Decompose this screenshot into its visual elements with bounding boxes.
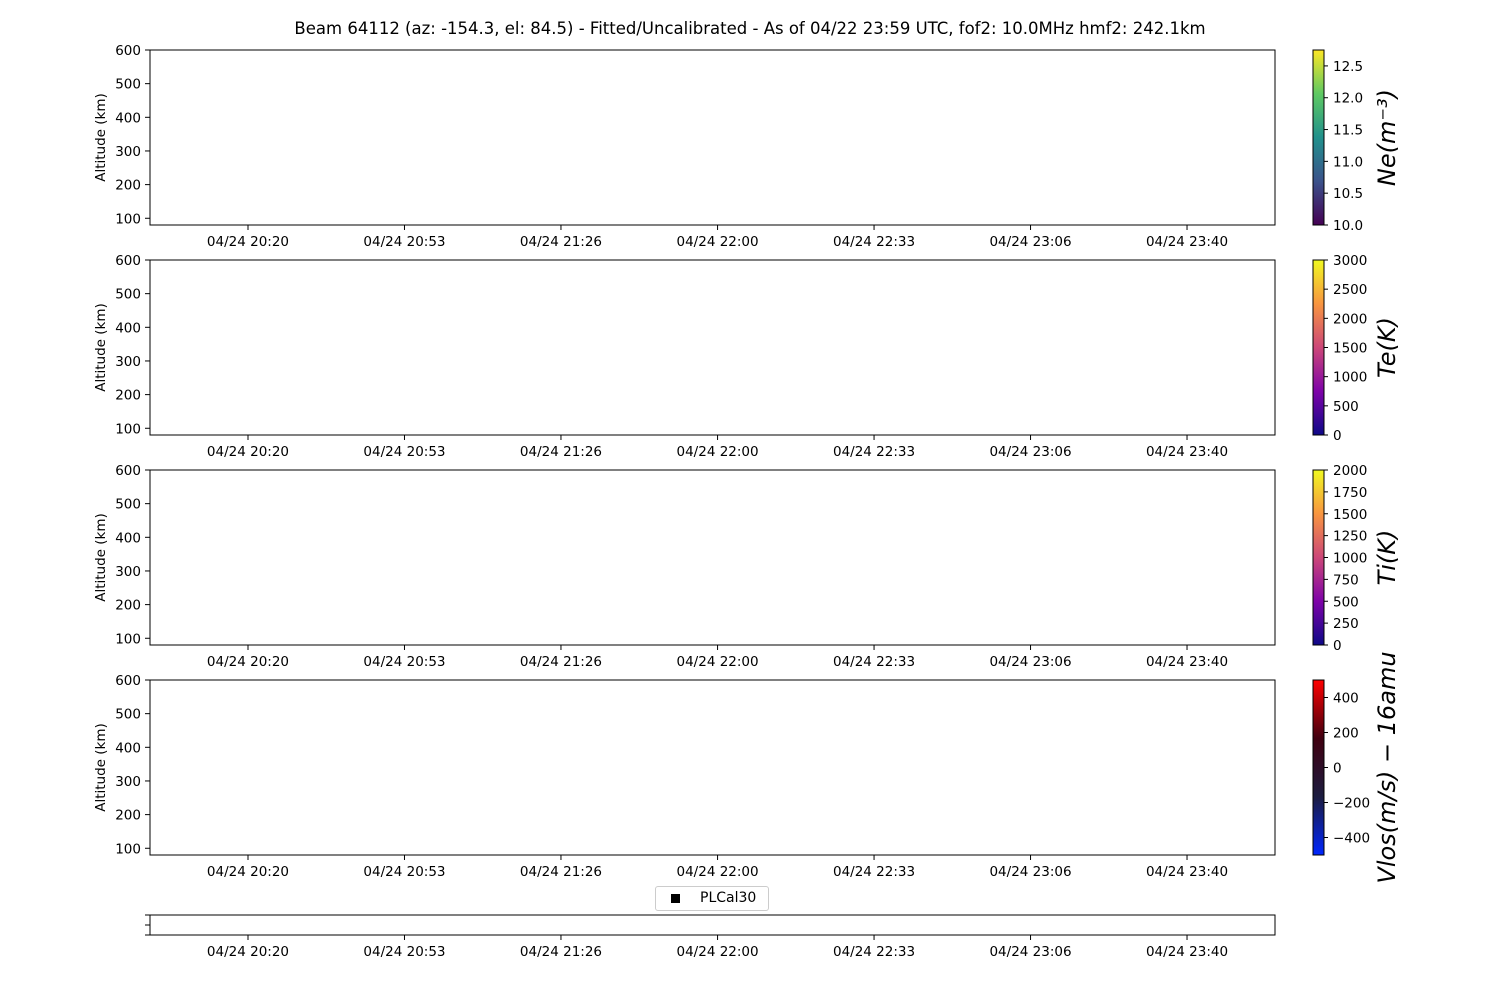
panel-2-xtick-label: 04/24 21:26 <box>519 444 603 460</box>
colorbar-tick-label: 750 <box>1333 572 1359 589</box>
colorbar-tick-label: 500 <box>1333 594 1359 611</box>
panel-1-xtick-label: 04/24 22:33 <box>832 234 916 250</box>
ytick-label: 200 <box>115 387 141 404</box>
panel-5-xtick-label: 04/24 22:00 <box>676 944 759 960</box>
colorbar <box>1313 680 1324 855</box>
ytick-label: 600 <box>115 253 141 269</box>
colorbar-tick-label: 200 <box>1333 725 1359 742</box>
ytick-label: 300 <box>115 353 141 370</box>
colorbar-tick-label: 12.0 <box>1333 90 1364 107</box>
panel-1-xtick-label: 04/24 22:00 <box>676 234 759 250</box>
panel-3-xtick-label: 04/24 21:26 <box>519 654 603 670</box>
colorbar-tick-label: 10.5 <box>1333 186 1364 203</box>
colorbar-tick-label: 0 <box>1333 428 1342 444</box>
ytick-label: 100 <box>115 841 141 858</box>
colorbar <box>1313 50 1324 225</box>
panel-4-xtick-label: 04/24 23:06 <box>989 864 1072 880</box>
panel-2-xtick-label: 04/24 23:06 <box>989 444 1072 460</box>
ytick-label: 100 <box>115 631 141 648</box>
legend <box>655 886 769 911</box>
panel-5-xtick-label: 04/24 20:20 <box>206 944 290 960</box>
colorbar <box>1313 260 1324 435</box>
ytick-label: 300 <box>115 563 141 580</box>
ytick-label: 600 <box>115 463 141 479</box>
panel-5-xtick-label: 04/24 23:40 <box>1145 944 1229 960</box>
panel-5-xtick-label: 04/24 20:53 <box>363 944 446 960</box>
colorbar-tick-label: 250 <box>1333 616 1359 633</box>
ytick-label: 500 <box>115 286 141 303</box>
panel-1-xtick-label: 04/24 20:20 <box>206 234 290 250</box>
colorbar-tick-label: 10.0 <box>1333 218 1364 234</box>
colorbar-tick-label: 1250 <box>1333 528 1368 545</box>
plot-area <box>150 260 1275 435</box>
legend-marker-square <box>671 894 680 903</box>
panel-3-xtick-label: 04/24 23:06 <box>989 654 1072 670</box>
panel-2 <box>93 253 1401 460</box>
colorbar-tick-label: 3000 <box>1333 253 1368 269</box>
legend-label: PLCal30 <box>700 890 757 906</box>
panel-2-xtick-label: 04/24 22:00 <box>676 444 759 460</box>
panel-5-xtick-label: 04/24 21:26 <box>519 944 603 960</box>
colorbar-tick-label: 1750 <box>1333 484 1368 501</box>
panel-4-xtick-label: 04/24 20:20 <box>206 864 290 880</box>
panel-3-xtick-label: 04/24 22:33 <box>832 654 916 670</box>
colorbar-tick-label: 500 <box>1333 398 1359 415</box>
colorbar-tick-label: 1500 <box>1333 506 1368 523</box>
panel-5-xtick-label: 04/24 22:33 <box>832 944 916 960</box>
panel-1-xtick-label: 04/24 23:06 <box>989 234 1072 250</box>
ytick-label: 200 <box>115 807 141 824</box>
colorbar-tick-label: 2000 <box>1333 463 1368 479</box>
figure-title: Beam 64112 (az: -154.3, el: 84.5) - Fitted/Uncalibrated - As of 04/22 23:59 UTC, fof2: 10.0MHz hmf2: 242.1km <box>294 19 1206 38</box>
ytick-label: 400 <box>115 740 141 757</box>
panel-5 <box>145 915 1275 960</box>
panel-3-xtick-label: 04/24 23:40 <box>1145 654 1229 670</box>
ytick-label: 400 <box>115 320 141 337</box>
colorbar-tick-label: 1000 <box>1333 369 1368 386</box>
plot-area <box>150 470 1275 645</box>
ytick-label: 300 <box>115 773 141 790</box>
colorbar-label: Ti(K) <box>1373 529 1401 586</box>
panel-3-xtick-label: 04/24 20:53 <box>363 654 446 670</box>
colorbar-label: Vlos(m/s) − 16amu <box>1373 651 1401 884</box>
colorbar <box>1313 470 1324 645</box>
panel-2-xtick-label: 04/24 23:40 <box>1145 444 1229 460</box>
colorbar-tick-label: −400 <box>1333 830 1371 847</box>
plot-area <box>150 680 1275 855</box>
panel-2-xtick-label: 04/24 20:53 <box>363 444 446 460</box>
panel-4-xtick-label: 04/24 20:53 <box>363 864 446 880</box>
panel-4 <box>93 651 1401 883</box>
panel-5-xtick-label: 04/24 23:06 <box>989 944 1072 960</box>
colorbar-tick-label: 12.5 <box>1333 58 1364 75</box>
y-axis-label: Altitude (km) <box>93 513 109 602</box>
plot-area <box>150 50 1275 225</box>
ytick-label: 100 <box>115 421 141 438</box>
ytick-label: 100 <box>115 211 141 228</box>
ytick-label: 300 <box>115 143 141 160</box>
panel-4-xtick-label: 04/24 23:40 <box>1145 864 1229 880</box>
ytick-label: 600 <box>115 673 141 689</box>
colorbar-tick-label: 400 <box>1333 690 1359 707</box>
panel-4-xtick-label: 04/24 22:33 <box>832 864 916 880</box>
panel-2-xtick-label: 04/24 22:33 <box>832 444 916 460</box>
colorbar-tick-label: 1000 <box>1333 550 1368 567</box>
ytick-label: 500 <box>115 76 141 93</box>
panel-1-xtick-label: 04/24 23:40 <box>1145 234 1229 250</box>
panel-4-xtick-label: 04/24 22:00 <box>676 864 759 880</box>
panel-4-xtick-label: 04/24 21:26 <box>519 864 603 880</box>
panel-3-xtick-label: 04/24 22:00 <box>676 654 759 670</box>
colorbar-label: Ne(m⁻³) <box>1373 88 1401 187</box>
panel-1-xtick-label: 04/24 21:26 <box>519 234 603 250</box>
ytick-label: 500 <box>115 496 141 513</box>
colorbar-tick-label: 1500 <box>1333 340 1368 357</box>
plot-area <box>150 915 1275 935</box>
ytick-label: 600 <box>115 43 141 59</box>
panel-1 <box>93 43 1401 250</box>
ytick-label: 400 <box>115 110 141 127</box>
panel-1-xtick-label: 04/24 20:53 <box>363 234 446 250</box>
colorbar-tick-label: 2000 <box>1333 311 1368 328</box>
ytick-label: 200 <box>115 177 141 194</box>
panel-3 <box>93 463 1401 670</box>
colorbar-tick-label: 0 <box>1333 638 1342 654</box>
colorbar-tick-label: 0 <box>1333 760 1342 777</box>
colorbar-tick-label: 11.5 <box>1333 122 1364 139</box>
colorbar-tick-label: −200 <box>1333 795 1371 812</box>
panel-3-xtick-label: 04/24 20:20 <box>206 654 290 670</box>
ytick-label: 200 <box>115 597 141 614</box>
ytick-label: 400 <box>115 530 141 547</box>
colorbar-tick-label: 11.0 <box>1333 154 1364 171</box>
y-axis-label: Altitude (km) <box>93 93 109 182</box>
ytick-label: 500 <box>115 706 141 723</box>
colorbar-label: Te(K) <box>1373 317 1401 378</box>
y-axis-label: Altitude (km) <box>93 303 109 392</box>
y-axis-label: Altitude (km) <box>93 723 109 812</box>
panel-2-xtick-label: 04/24 20:20 <box>206 444 290 460</box>
colorbar-tick-label: 2500 <box>1333 282 1368 299</box>
